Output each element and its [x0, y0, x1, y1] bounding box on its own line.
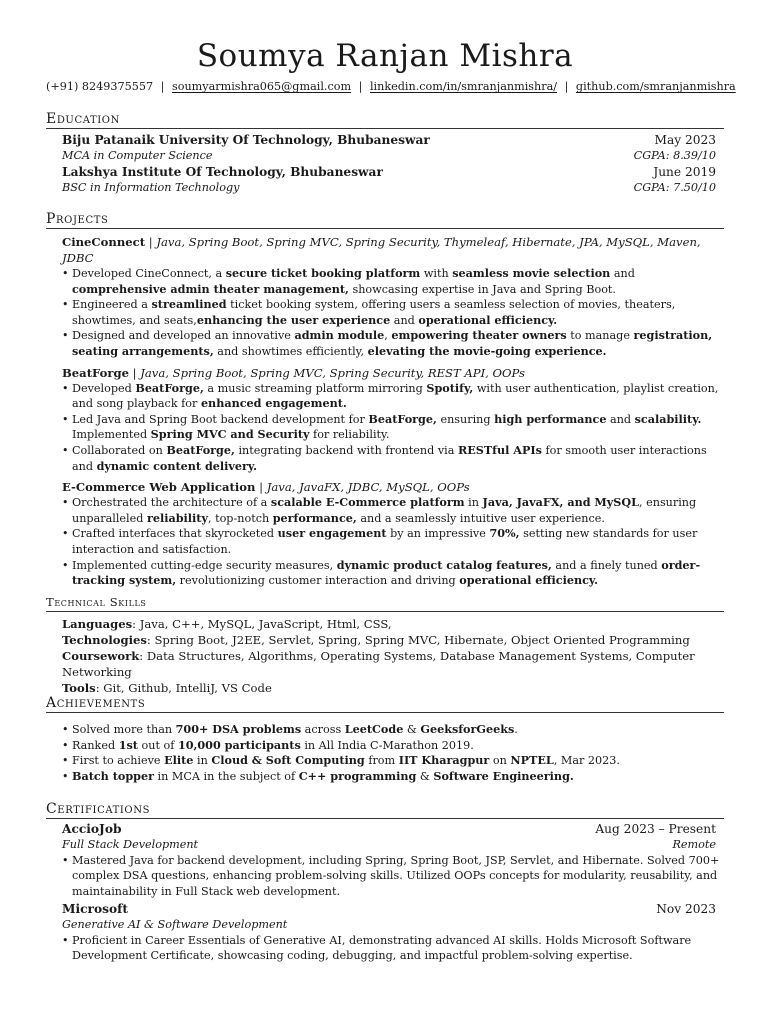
resume-page [46, 0, 736, 963]
separator: | [358, 80, 363, 93]
project-bullet [46, 443, 724, 474]
text: Engineered a [72, 298, 152, 312]
text: Developed [72, 381, 136, 395]
date: May 2023 [654, 133, 716, 147]
bold-text: seamless movie selection [452, 266, 611, 280]
bold-text: enhancing the user experience [196, 312, 391, 327]
certifications-section [46, 801, 724, 964]
section-heading: Certifications [46, 801, 724, 819]
achievement-bullet [46, 738, 724, 754]
school-name: Lakshya Institute Of Technology, Bhubaneswar [62, 164, 383, 179]
project-entry [46, 365, 724, 475]
text: and a finely tuned [551, 558, 662, 572]
skill-row [46, 648, 724, 680]
text: out of [137, 738, 178, 752]
degree: MCA in Computer Science [62, 149, 213, 162]
bold-text: IIT Kharagpur [398, 753, 490, 768]
candidate-name: Soumya Ranjan Mishra [196, 38, 574, 74]
bold-text: BeatForge, [368, 411, 437, 426]
bold-text: enhanced engagement. [200, 396, 347, 411]
cert-date: Nov 2023 [656, 902, 716, 917]
text: . [514, 723, 518, 736]
project-bullet [46, 381, 724, 412]
skill-value: : Spring Boot, J2EE, Servlet, Spring, Spring MVC, Hibernate, Object Oriented Programming [146, 633, 690, 647]
project-bullet [46, 412, 724, 443]
text: to manage [566, 329, 634, 343]
project-bullets [46, 495, 724, 589]
cert-org: AccioJob [62, 822, 122, 836]
score: CGPA: 7.50/10 [633, 180, 716, 194]
date: June 2019 [653, 164, 716, 179]
linkedin-link[interactable]: linkedin.com/in/smranjanmishra/ [369, 80, 558, 93]
project-title [46, 234, 724, 266]
certification-entry [46, 821, 724, 899]
project-entry [46, 479, 724, 589]
cert-bullet: • Mastered Java for backend development, including Spring, Spring Boot, JSP, Servlet, and Hibernate. Solved 700+ complex DSA questions, enhancing problem-solving skills. Utilized OOPs concepts for modularity, reusability, and maintainability in Full Stack web development. [46, 853, 724, 900]
text: Crafted interfaces that skyrocketed [72, 527, 278, 541]
text: , top-notch [207, 511, 273, 525]
bold-text: NPTEL [510, 753, 554, 768]
project-title [46, 365, 724, 381]
contact-line [46, 80, 736, 94]
project-bullets [46, 266, 724, 360]
bold-text: GeeksforGeeks [420, 722, 515, 736]
text: & [416, 769, 434, 783]
school-name: Biju Patanaik University Of Technology, Bhubaneswar [62, 133, 430, 147]
projects-section [46, 211, 724, 594]
bold-text: RESTful APIs [457, 442, 542, 457]
skill-row [46, 632, 724, 648]
project-name: CineConnect [62, 235, 146, 249]
skill-label: Technologies [62, 633, 147, 647]
section-heading: Achievements [46, 695, 724, 713]
bold-text: scalable E-Commerce platform [270, 495, 465, 510]
text: in MCA in the subject of [154, 769, 299, 783]
bold-text: streamlined [151, 297, 227, 312]
bold-text: order-tracking system, [72, 557, 701, 588]
bold-text: BeatForge, [135, 380, 204, 395]
text: integrating backend with frontend via [234, 443, 458, 457]
project-bullet [46, 495, 724, 526]
text: Designed and developed an innovative [72, 329, 295, 343]
project-tech: Java, Spring Boot, Spring MVC, Spring Security, REST API, OOPs [140, 365, 525, 380]
text: ensuring [436, 412, 495, 426]
email-link[interactable]: soumyarmishra065@gmail.com [171, 80, 352, 93]
text: , [384, 329, 392, 343]
bold-text: admin module [294, 328, 385, 343]
project-bullet [46, 328, 724, 359]
text: on [489, 754, 511, 768]
skill-row [46, 680, 724, 696]
text: Led Java and Spring Boot backend development for [72, 412, 369, 426]
text: Orchestrated the architecture of a [72, 496, 271, 510]
text: by an impressive [386, 527, 490, 541]
bold-text: elevating the movie-going experience. [367, 343, 607, 358]
project-tech: Java, JavaFX, JDBC, MySQL, OOPs [266, 480, 470, 495]
text: and showtimes efficiently, [213, 344, 368, 358]
cert-date: Aug 2023 – Present [595, 822, 716, 836]
section-heading: Projects [46, 211, 724, 229]
skill-value: : Java, C++, MySQL, JavaScript, Html, CSS, [132, 617, 392, 631]
bold-text: Batch topper [72, 768, 154, 783]
skills-section [46, 594, 724, 696]
text: with [420, 267, 453, 280]
bold-text: user engagement [277, 526, 387, 541]
text: in [464, 496, 483, 510]
cert-org: Microsoft [62, 902, 128, 917]
project-entry [46, 234, 724, 360]
bold-text: registration, seating arrangements, [72, 328, 713, 358]
text: from [364, 754, 399, 768]
text: a music streaming platform mirroring [203, 381, 427, 395]
bold-text: 1st [118, 737, 138, 752]
bold-text: dynamic content delivery. [96, 458, 258, 473]
bold-text: performance, [272, 510, 357, 525]
text: Solved more than [72, 723, 176, 736]
text: revolutionizing customer interaction and driving [176, 574, 460, 588]
achievements-section [46, 695, 724, 784]
text: across [301, 723, 345, 736]
section-heading: Education [46, 111, 724, 129]
text: Implemented [72, 428, 151, 442]
bold-text: Software Engineering. [433, 768, 574, 783]
section-heading: Technical Skills [46, 594, 724, 612]
bold-text: dynamic product catalog features, [336, 557, 552, 572]
text: in [193, 754, 212, 768]
text: with user authentication, playlist creation, and song playback for [72, 381, 719, 411]
skill-label: Languages [62, 617, 133, 631]
cert-course: Full Stack Development [62, 838, 199, 851]
text: and [610, 267, 635, 280]
text: and [606, 412, 635, 426]
text: Implemented cutting-edge security measures, [72, 558, 337, 572]
text: and [390, 313, 419, 327]
text: Collaborated on [72, 443, 167, 457]
cert-bullet: • Proficient in Career Essentials of Generative AI, demonstrating advanced AI skills. Holds Microsoft Software Development Certificate, showcasing coding, debugging, and impactful problem-solving expertise. [46, 933, 724, 964]
text: for reliability. [309, 428, 390, 442]
project-title [46, 479, 724, 495]
achievement-bullet [46, 753, 724, 769]
text: First to achieve [72, 754, 165, 768]
project-name: E-Commerce Web Application [62, 480, 256, 495]
bold-text: 700+ DSA problems [175, 722, 302, 736]
project-tech: Java, Spring Boot, Spring MVC, Spring Security, Thymeleaf, Hibernate, JPA, MySQL, Maven, JDBC [62, 235, 701, 265]
separator: | [160, 80, 165, 93]
bold-text: scalability. [634, 411, 702, 426]
cert-location: Remote [672, 838, 716, 851]
degree: BSC in Information Technology [62, 180, 240, 194]
skill-value: : Git, Github, IntelliJ, VS Code [95, 681, 272, 695]
bold-text: Java, JavaFX, and MySQL [482, 495, 639, 510]
separator: | [564, 80, 569, 93]
bold-text: Elite [164, 753, 194, 768]
skill-value: : Data Structures, Algorithms, Operating Systems, Database Management Systems, Computer Networking [62, 649, 695, 679]
separator: | [255, 480, 267, 495]
text: Developed CineConnect, a [72, 267, 226, 280]
text: , ensuring unparalleled [72, 496, 697, 525]
text: in All India C-Marathon 2019. [300, 738, 474, 752]
text: showcasing expertise in Java and Spring Boot. [348, 282, 616, 296]
separator: | [145, 235, 157, 249]
project-bullet [46, 558, 724, 589]
project-bullets [46, 381, 724, 475]
text: , Mar 2023. [553, 754, 620, 768]
skill-label: Coursework [62, 649, 140, 663]
phone: (+91) 8249375557 [46, 80, 154, 93]
text: & [403, 723, 421, 736]
education-entry [46, 164, 724, 196]
bold-text: reliability [146, 510, 208, 525]
project-name: BeatForge [62, 365, 129, 380]
separator: | [128, 365, 141, 380]
project-bullet [46, 297, 724, 328]
bold-text: comprehensive admin theater management, [72, 281, 349, 296]
skill-label: Tools [62, 681, 96, 695]
skill-row [46, 616, 724, 632]
text: ticket booking system, offering users a seamless selection of movies, theaters, showtimes, and seats, [72, 298, 676, 327]
text: and a seamlessly intuitive user experience. [356, 511, 605, 525]
achievement-bullet [46, 769, 724, 785]
project-bullet [46, 266, 724, 297]
bold-text: BeatForge, [166, 442, 235, 457]
bold-text: high performance [494, 411, 607, 426]
achievements-list [46, 722, 724, 784]
bold-text: 70%, [489, 526, 520, 541]
certification-entry [46, 901, 724, 964]
bold-text: Spring MVC and Security [150, 427, 310, 442]
achievement-bullet [46, 722, 724, 738]
education-entry [46, 132, 724, 164]
education-section [46, 111, 724, 195]
bold-text: secure ticket booking platform [225, 266, 421, 280]
score: CGPA: 8.39/10 [633, 149, 716, 162]
text: setting new standards for user interaction and satisfaction. [72, 527, 698, 556]
bold-text: Cloud & Soft Computing [211, 753, 365, 768]
project-bullet [46, 526, 724, 557]
bold-text: empowering theater owners [391, 328, 567, 343]
bold-text: 10,000 participants [177, 737, 301, 752]
bold-text: operational efficiency. [418, 312, 558, 327]
bold-text: Spotify, [426, 380, 474, 395]
bold-text: operational efficiency. [459, 573, 599, 588]
text: for smooth user interactions and [72, 443, 707, 473]
github-link[interactable]: github.com/smranjanmishra [575, 80, 736, 93]
cert-course: Generative AI & Software Development [62, 918, 288, 932]
text: Ranked [72, 738, 119, 752]
bold-text: C++ programming [298, 768, 417, 783]
bold-text: LeetCode [344, 722, 404, 736]
